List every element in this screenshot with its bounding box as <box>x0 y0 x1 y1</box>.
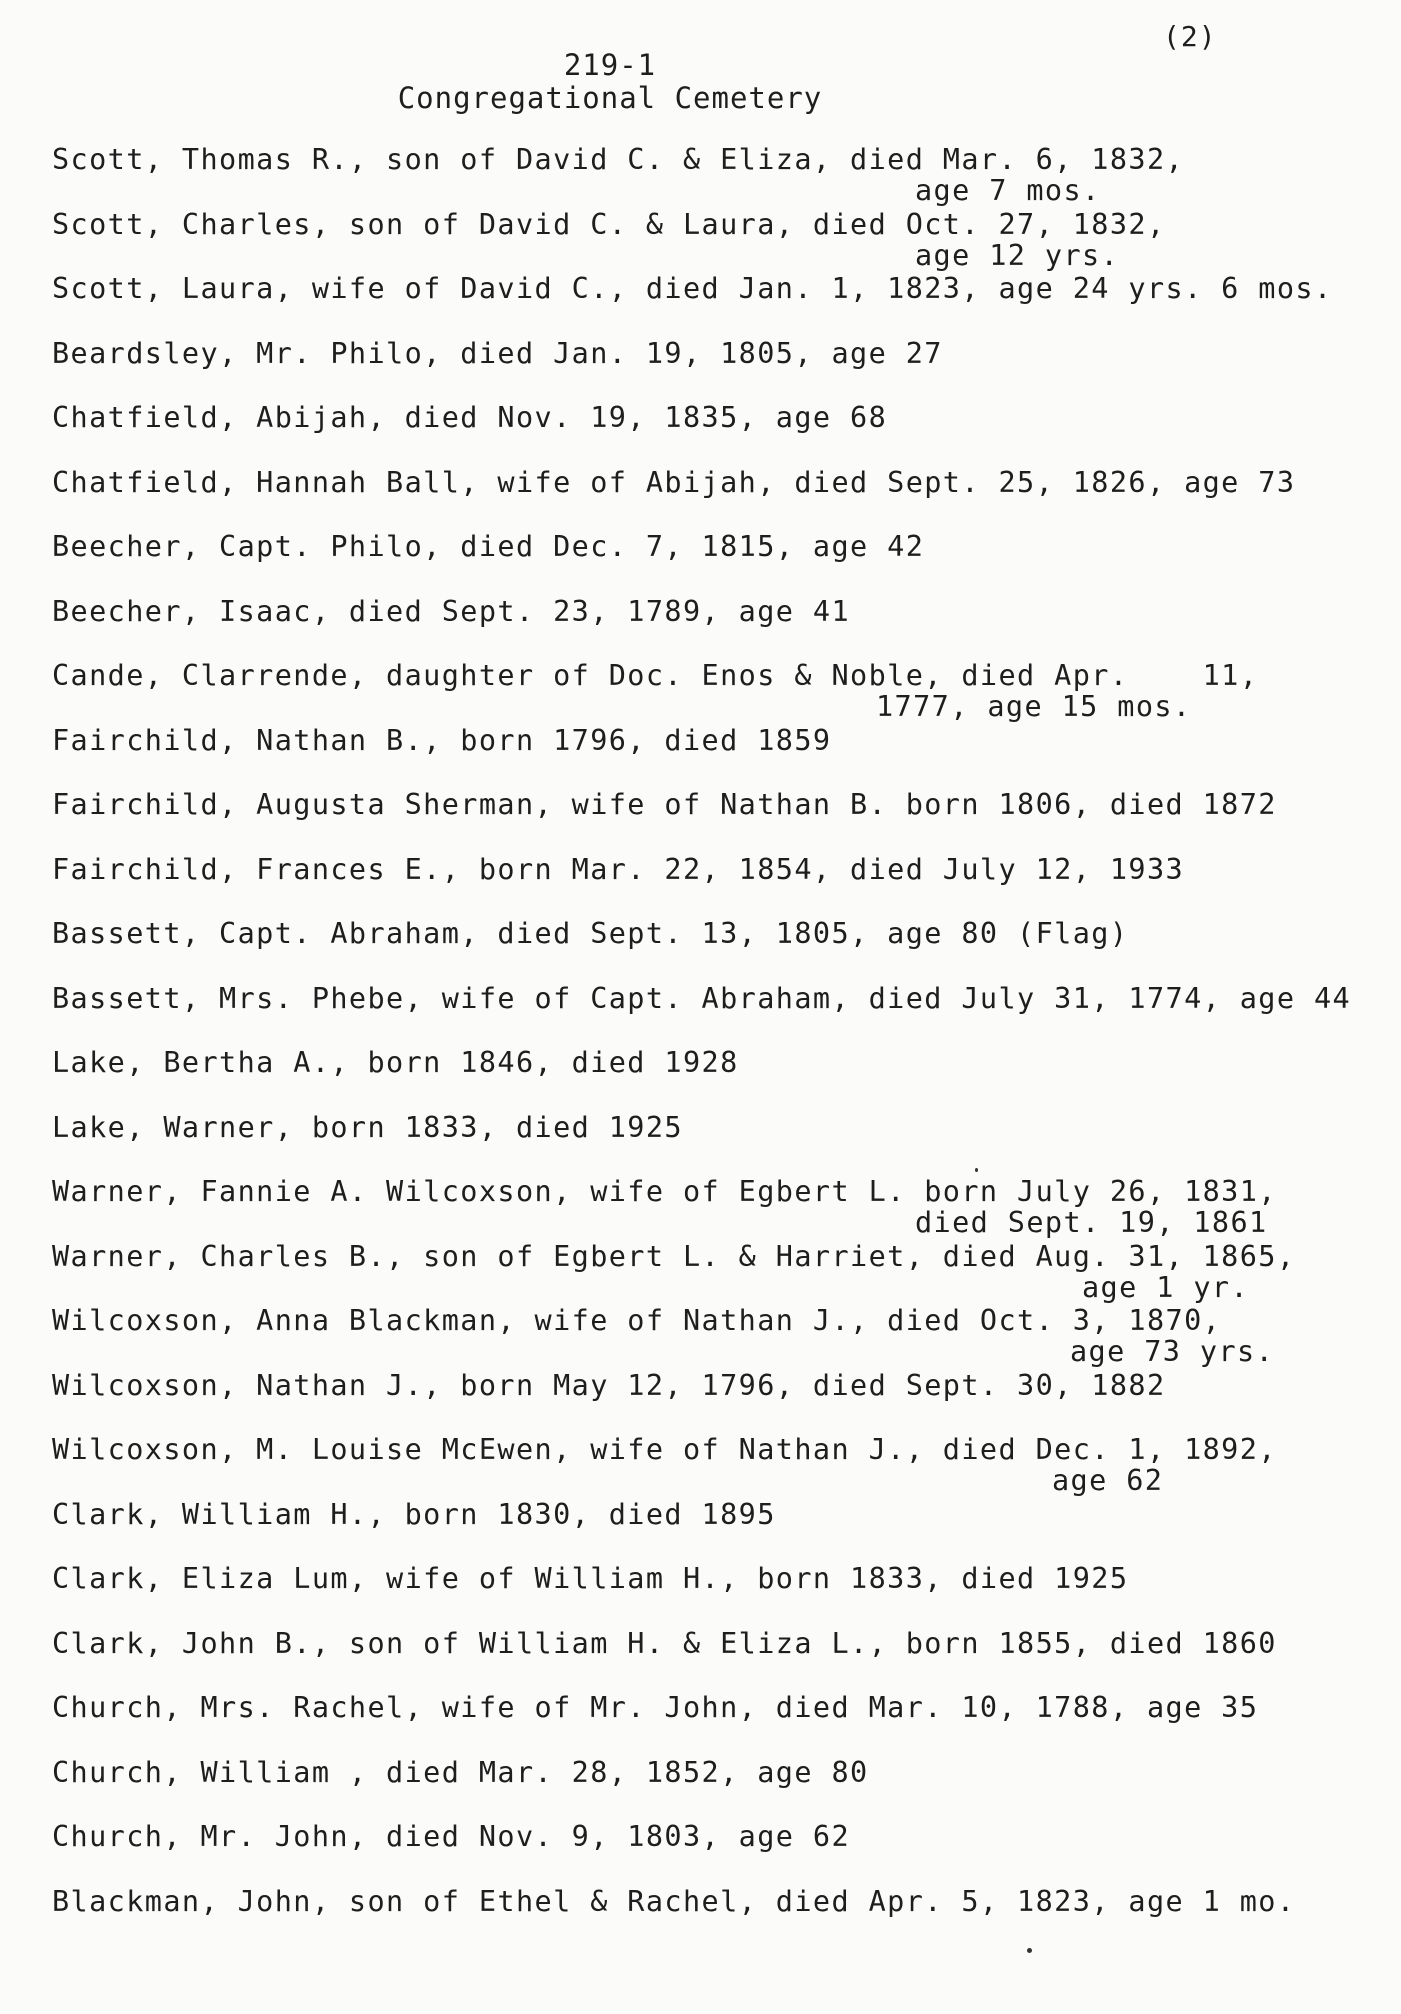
entry-continuation: 1777, age 15 mos. <box>876 690 1192 723</box>
page-number: (2) <box>1163 20 1217 53</box>
burial-entry <box>52 659 1392 724</box>
page-title: Congregational Cemetery <box>397 81 823 115</box>
entry-continuation: age 62 <box>1052 1464 1164 1497</box>
entry-text: Beecher, Capt. Philo, died Dec. 7, 1815, age 42 <box>52 530 925 563</box>
burial-entry <box>52 337 1392 402</box>
entry-text: Cande, Clarrende, daughter of Doc. Enos & Noble, died Apr. 11, <box>52 659 1259 692</box>
burial-entry <box>52 595 1392 660</box>
entry-text: Wilcoxson, M. Louise McEwen, wife of Nathan J., died Dec. 1, 1892, <box>52 1433 1277 1466</box>
burial-entry <box>52 530 1392 595</box>
burial-entry <box>52 466 1392 531</box>
entry-text: Bassett, Capt. Abraham, died Sept. 13, 1805, age 80 (Flag) <box>52 917 1129 950</box>
entry-text: Clark, Eliza Lum, wife of William H., born 1833, died 1925 <box>52 1562 1129 1595</box>
entry-text: Chatfield, Hannah Ball, wife of Abijah, died Sept. 25, 1826, age 73 <box>52 465 1296 499</box>
entry-text: Fairchild, Nathan B., born 1796, died 1859 <box>52 723 832 757</box>
entry-text: Beecher, Isaac, died Sept. 23, 1789, age 41 <box>52 594 851 628</box>
entry-text: Bassett, Mrs. Phebe, wife of Capt. Abraham, died July 31, 1774, age 44 <box>52 981 1352 1015</box>
entry-text: Clark, William H., born 1830, died 1895 <box>52 1497 776 1531</box>
entry-text: Blackman, John, son of Ethel & Rachel, died Apr. 5, 1823, age 1 mo. <box>52 1884 1296 1918</box>
scan-speck <box>975 1168 978 1172</box>
burial-entry <box>52 917 1392 982</box>
burial-entry <box>52 1562 1392 1627</box>
entry-continuation: age 73 yrs. <box>1070 1335 1275 1368</box>
entry-text: Chatfield, Abijah, died Nov. 19, 1835, age 68 <box>52 401 888 434</box>
entry-text: Wilcoxson, Nathan J., born May 12, 1796, died Sept. 30, 1882 <box>52 1368 1166 1402</box>
burial-entry <box>52 788 1392 853</box>
burial-entry <box>52 1240 1392 1305</box>
entry-text: Lake, Bertha A., born 1846, died 1928 <box>52 1046 739 1079</box>
burial-entry <box>52 1433 1392 1498</box>
entry-text: Church, Mr. John, died Nov. 9, 1803, age 62 <box>52 1820 851 1853</box>
record-code: 219-1 <box>563 48 657 82</box>
entry-continuation: age 12 yrs. <box>915 238 1120 272</box>
entry-text: Scott, Charles, son of David C. & Laura, died Oct. 27, 1832, <box>52 207 1166 241</box>
entry-continuation: age 7 mos. <box>915 174 1101 207</box>
entry-text: Lake, Warner, born 1833, died 1925 <box>52 1110 683 1144</box>
burial-entry <box>52 1756 1392 1821</box>
burial-entry <box>52 1627 1392 1692</box>
entry-text: Warner, Charles B., son of Egbert L. & Harriet, died Aug. 31, 1865, <box>52 1239 1296 1273</box>
burial-entry <box>52 724 1392 789</box>
scan-speck <box>1027 1948 1032 1953</box>
burial-entry <box>52 1820 1392 1885</box>
entry-text: Scott, Thomas R., son of David C. & Eliza, died Mar. 6, 1832, <box>52 143 1185 176</box>
entry-text: Church, Mrs. Rachel, wife of Mr. John, died Mar. 10, 1788, age 35 <box>52 1691 1259 1724</box>
burial-entry <box>52 1498 1392 1563</box>
burial-entry <box>52 1175 1392 1240</box>
entry-text: Clark, John B., son of William H. & Eliza L., born 1855, died 1860 <box>52 1626 1277 1660</box>
burial-entry <box>52 1111 1392 1176</box>
burial-entry <box>52 1691 1392 1756</box>
burial-entry <box>52 401 1392 466</box>
burial-entry <box>52 1046 1392 1111</box>
entry-text: Beardsley, Mr. Philo, died Jan. 19, 1805, age 27 <box>52 336 943 370</box>
burial-entry <box>52 143 1392 208</box>
entry-continuation: died Sept. 19, 1861 <box>915 1206 1268 1239</box>
burial-entry <box>52 1304 1392 1369</box>
entry-continuation: age 1 yr. <box>1082 1270 1250 1304</box>
burial-entry <box>52 982 1392 1047</box>
entry-text: Warner, Fannie A. Wilcoxson, wife of Egbert L. born July 26, 1831, <box>52 1175 1277 1208</box>
entry-text: Wilcoxson, Anna Blackman, wife of Nathan J., died Oct. 3, 1870, <box>52 1304 1222 1337</box>
burial-entry <box>52 272 1392 337</box>
entry-text: Fairchild, Frances E., born Mar. 22, 1854, died July 12, 1933 <box>52 852 1185 886</box>
burial-entry <box>52 1885 1392 1950</box>
entry-text: Fairchild, Augusta Sherman, wife of Nathan B. born 1806, died 1872 <box>52 788 1277 821</box>
burial-entry <box>52 208 1392 273</box>
burial-entry <box>52 853 1392 918</box>
burial-entry <box>52 1369 1392 1434</box>
entry-text: Church, William , died Mar. 28, 1852, age 80 <box>52 1755 869 1789</box>
entry-text: Scott, Laura, wife of David C., died Jan. 1, 1823, age 24 yrs. 6 mos. <box>52 272 1333 305</box>
burial-entries-list <box>52 143 1392 1949</box>
